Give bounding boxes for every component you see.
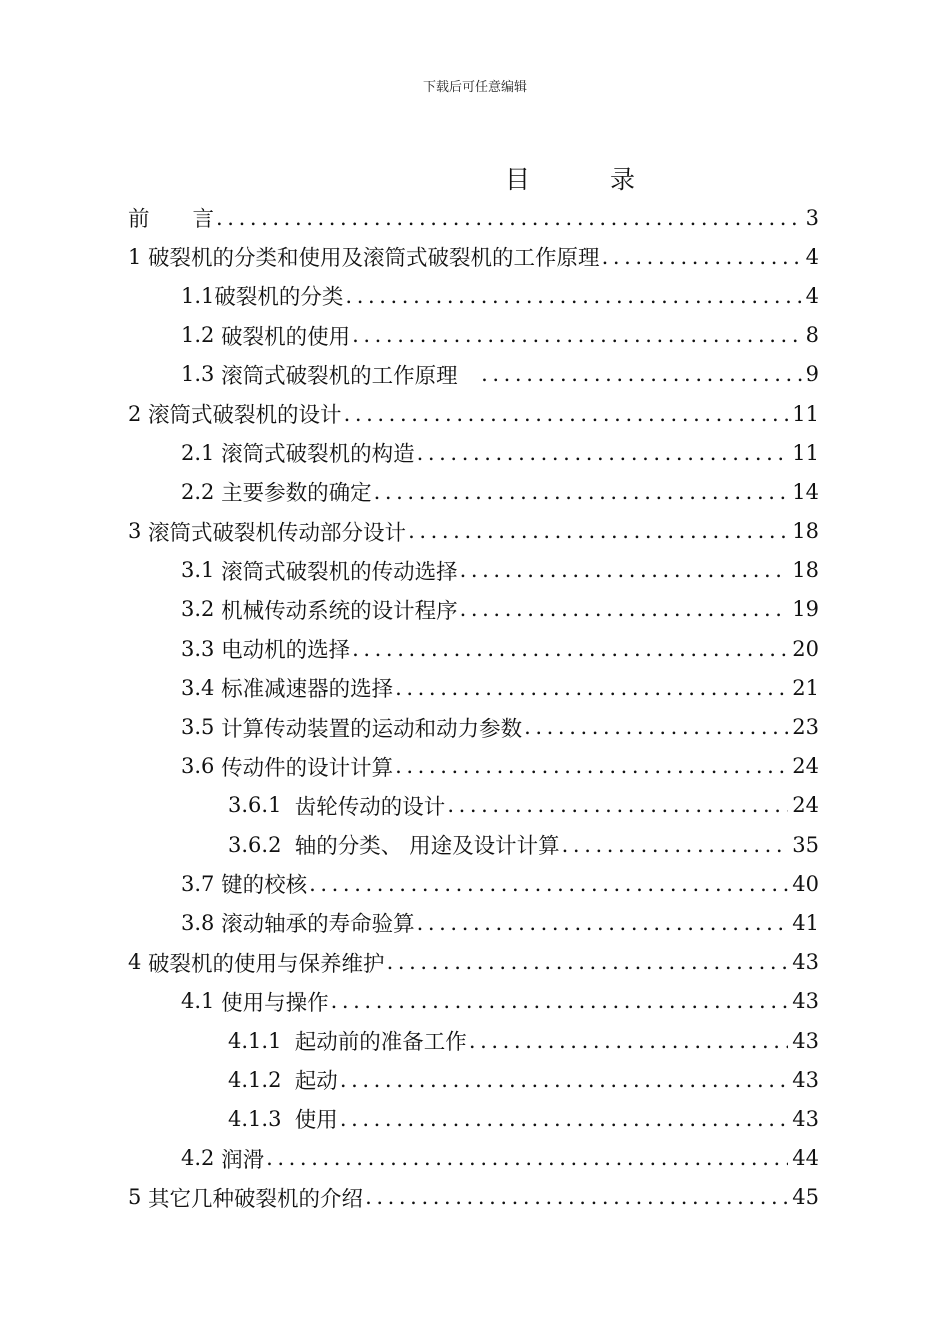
toc-entry-number: 2 (128, 401, 149, 426)
toc-entry-number: 2.2 (181, 479, 222, 504)
toc-entry-title: 起动 (294, 1069, 338, 1095)
toc-entry-title: 破裂机的分类 (214, 285, 344, 311)
toc-dot-leader (344, 402, 789, 426)
toc-entry-title: 滚筒式破裂机的工作原理 (221, 363, 480, 389)
toc-entry[interactable] (0, 707, 950, 746)
toc-entry-number: 4.2 (181, 1146, 222, 1171)
toc-entry-page: 23 (792, 715, 819, 740)
toc-entry[interactable] (0, 903, 950, 942)
toc-entry[interactable] (0, 747, 950, 786)
toc-entry-number: 5 (128, 1185, 149, 1210)
toc-entry-page: 4 (805, 244, 819, 269)
toc-entry-title: 破裂机的使用与保养维护 (148, 951, 385, 977)
toc-entry[interactable] (0, 1139, 950, 1178)
toc-dot-leader (374, 480, 789, 504)
toc-entry[interactable] (0, 825, 950, 864)
toc-dot-leader (460, 558, 789, 582)
toc-entry-title: 滚筒式破裂机的构造 (221, 442, 415, 468)
toc-entry-number: 1.2 (181, 323, 222, 348)
toc-entry-number: 3.3 (181, 636, 222, 661)
toc-entry[interactable] (0, 786, 950, 825)
toc-entry-number: 3.2 (181, 597, 222, 622)
toc-entry-page: 41 (792, 910, 819, 935)
toc-entry[interactable] (0, 472, 950, 511)
toc-entry-number: 3.1 (181, 558, 222, 583)
toc-entry-page: 43 (792, 1106, 819, 1131)
toc-entry-page: 11 (792, 440, 819, 465)
toc-entry[interactable] (0, 551, 950, 590)
toc-entry-title: 其它几种破裂机的介绍 (148, 1186, 364, 1212)
toc-dot-leader (365, 1185, 788, 1209)
toc-entry[interactable] (0, 1021, 950, 1060)
toc-entry-number: 1.3 (181, 362, 222, 387)
toc-entry-page: 35 (792, 832, 819, 857)
toc-entry-number: 1 (128, 244, 149, 269)
toc-entry-number: 3.6.2 (228, 832, 295, 857)
toc-dot-leader (216, 206, 802, 230)
toc-dot-leader (309, 872, 788, 896)
toc-entry-page: 19 (792, 597, 819, 622)
toc-dot-leader (469, 1029, 788, 1053)
toc-entry-page: 43 (792, 989, 819, 1014)
toc-dot-leader (417, 911, 789, 935)
toc-dot-leader (417, 441, 789, 465)
toc-entry[interactable] (0, 590, 950, 629)
toc-entry-title: 滚筒式破裂机传动部分设计 (148, 520, 407, 546)
toc-entry-title: 使用与操作 (221, 990, 329, 1016)
toc-entry-page: 24 (792, 754, 819, 779)
toc-entry[interactable] (0, 1178, 950, 1217)
toc-entry[interactable] (0, 512, 950, 551)
toc-entry-page: 43 (792, 950, 819, 975)
toc-entry-page: 20 (792, 636, 819, 661)
toc-entry-page: 45 (792, 1185, 819, 1210)
header-note: 下载后可任意编辑 (422, 80, 527, 95)
toc-dot-leader (395, 676, 788, 700)
toc-entry[interactable] (0, 1060, 950, 1099)
toc-dot-leader (387, 950, 789, 974)
toc-entry-page: 3 (805, 205, 819, 230)
toc-entry-title: 齿轮传动的设计 (294, 794, 446, 820)
toc-entry-page: 24 (792, 793, 819, 818)
toc-entry[interactable] (0, 982, 950, 1021)
toc-entry-number: 3.6.1 (228, 793, 295, 818)
toc-dot-leader (395, 754, 788, 778)
toc-entry-title: 机械传动系统的设计程序 (221, 598, 458, 624)
toc-entry-page: 40 (792, 871, 819, 896)
toc-entry[interactable] (0, 355, 950, 394)
toc-dot-leader (340, 1068, 788, 1092)
toc-entry-title: 润滑 (221, 1147, 265, 1173)
toc-entry-number: 3.5 (181, 715, 222, 740)
toc-entry-title: 破裂机的分类和使用及滚筒式破裂机的工作原理 (148, 246, 600, 272)
toc-entry-title: 轴的分类、 用途及设计计算 (294, 834, 560, 860)
toc-entry[interactable] (0, 237, 950, 276)
toc-dot-leader (447, 793, 788, 817)
toc-entry-number: 3.8 (181, 910, 222, 935)
toc-entry-page: 18 (792, 519, 819, 544)
toc-entry[interactable] (0, 668, 950, 707)
toc-dot-leader (345, 284, 801, 308)
toc-entry-page: 18 (792, 558, 819, 583)
toc-entry-title: 滚筒式破裂机的传动选择 (221, 559, 458, 585)
toc-entry-title: 电动机的选择 (221, 638, 351, 664)
toc-entry-number: 1.1 (181, 283, 215, 308)
toc-dot-leader (562, 833, 789, 857)
toc-entry-title: 滚筒式破裂机的设计 (148, 403, 342, 429)
toc-entry-title: 传动件的设计计算 (221, 755, 394, 781)
toc-entry-number: 3.7 (181, 871, 222, 896)
toc-dot-leader (524, 715, 788, 739)
toc-entry-page: 44 (792, 1146, 819, 1171)
toc-entry-page: 43 (792, 1067, 819, 1092)
toc-dot-leader (460, 597, 789, 621)
toc-entry-page: 21 (792, 675, 819, 700)
toc-entry-page: 43 (792, 1028, 819, 1053)
toc-entry-number: 4.1.2 (228, 1067, 295, 1092)
toc-entry[interactable] (0, 316, 950, 355)
toc-entry[interactable] (0, 629, 950, 668)
toc-entry[interactable] (0, 864, 950, 903)
toc-title: 目 录 (505, 165, 671, 194)
toc-entry-title: 使用 (294, 1108, 338, 1134)
toc-entry-title: 标准减速器的选择 (221, 677, 394, 703)
toc-entry[interactable] (0, 943, 950, 982)
toc-entry-page: 9 (805, 362, 819, 387)
toc-entry-title: 破裂机的使用 (221, 324, 351, 350)
toc-dot-leader (266, 1146, 788, 1170)
toc-entry-title: 起动前的准备工作 (294, 1030, 467, 1056)
toc-entry-title: 前 言 (128, 207, 215, 233)
toc-dot-leader (331, 989, 789, 1013)
toc-entry-page: 4 (805, 283, 819, 308)
toc-entry-title: 主要参数的确定 (221, 481, 372, 507)
toc-entry-number: 3 (128, 519, 149, 544)
toc-entry-page: 14 (792, 479, 819, 504)
toc-entry[interactable] (0, 1099, 950, 1138)
toc-entry[interactable] (0, 433, 950, 472)
toc-dot-leader (352, 323, 802, 347)
toc-entry-number: 2.1 (181, 440, 222, 465)
toc-entry-number: 4.1 (181, 989, 222, 1014)
toc-entry-title: 滚动轴承的寿命验算 (221, 912, 415, 938)
toc-entry-number: 4 (128, 950, 149, 975)
toc-entry-number: 4.1.1 (228, 1028, 295, 1053)
toc-dot-leader (340, 1107, 788, 1131)
toc-entry-title: 计算传动装置的运动和动力参数 (221, 716, 523, 742)
table-of-contents (0, 198, 950, 1217)
toc-entry-title: 键的校核 (221, 873, 308, 899)
toc-entry[interactable] (0, 276, 950, 315)
toc-dot-leader (481, 362, 802, 386)
toc-entry-number: 3.6 (181, 754, 222, 779)
toc-entry-number: 4.1.3 (228, 1106, 295, 1131)
toc-dot-leader (602, 245, 802, 269)
toc-entry-number: 3.4 (181, 675, 222, 700)
toc-entry[interactable] (0, 198, 950, 237)
toc-dot-leader (408, 519, 788, 543)
toc-entry-page: 8 (805, 323, 819, 348)
toc-entry-page: 11 (792, 401, 819, 426)
toc-entry[interactable] (0, 394, 950, 433)
toc-dot-leader (352, 637, 788, 661)
